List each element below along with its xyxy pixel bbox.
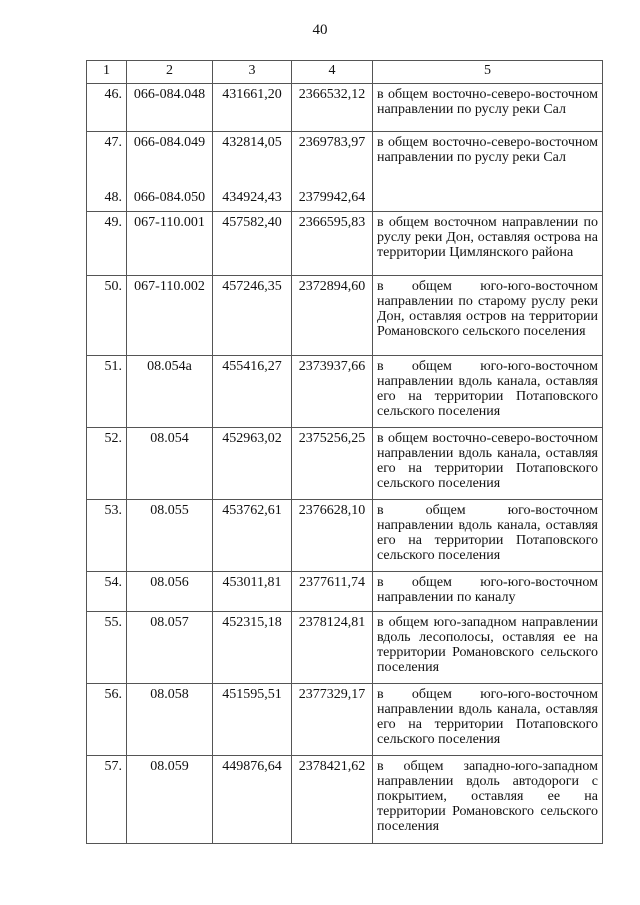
table-row — [87, 356, 603, 428]
direction-description: в общем восточно-северо-восточном направлении по руслу реки Сал — [373, 84, 603, 132]
y-coordinate: 2375256,25 — [292, 428, 373, 500]
row-number: 54. — [87, 572, 127, 612]
x-coordinate: 457246,35 — [213, 276, 292, 356]
point-id: 08.059 — [127, 756, 213, 844]
point-id: 067-110.002 — [127, 276, 213, 356]
x-coordinate-pair — [213, 132, 292, 212]
direction-description: в общем восточно-северо-восточном направлении вдоль канала, оставляя его на территории Потаповского сельского поселения — [373, 428, 603, 500]
point-id: 067-110.001 — [127, 212, 213, 276]
x-coordinate: 457582,40 — [213, 212, 292, 276]
point-id: 08.054 — [127, 428, 213, 500]
row-number-pair — [87, 132, 127, 212]
x-coordinate: 452963,02 — [213, 428, 292, 500]
point-id: 08.055 — [127, 500, 213, 572]
point-id: 08.054a — [127, 356, 213, 428]
boundary-points-table — [86, 60, 603, 844]
row-number: 57. — [87, 756, 127, 844]
row-number: 52. — [87, 428, 127, 500]
table-row — [87, 84, 603, 132]
table-row — [87, 572, 603, 612]
y-coordinate: 2379942,64 — [298, 190, 366, 205]
table-row — [87, 276, 603, 356]
x-coordinate: 431661,20 — [213, 84, 292, 132]
point-id: 08.056 — [127, 572, 213, 612]
table-row — [87, 684, 603, 756]
direction-description: в общем юго-юго-восточном направлении по старому руслу реки Дон, оставляя остров на территории Романовского сельского поселения — [373, 276, 603, 356]
point-id: 08.057 — [127, 612, 213, 684]
row-number: 47. — [104, 135, 122, 150]
direction-description: в общем восточном направлении по руслу реки Дон, оставляя острова на территории Цимлянского района — [373, 212, 603, 276]
x-coordinate: 455416,27 — [213, 356, 292, 428]
y-coordinate: 2378124,81 — [292, 612, 373, 684]
direction-description: в общем восточно-северо-восточном направлении по руслу реки Сал — [373, 132, 603, 212]
row-number: 55. — [87, 612, 127, 684]
point-id: 066-084.048 — [127, 84, 213, 132]
table-row — [87, 212, 603, 276]
y-coordinate: 2377329,17 — [292, 684, 373, 756]
row-number: 51. — [87, 356, 127, 428]
direction-description: в общем юго-юго-восточном направлении вдоль канала, оставляя его на территории Потаповского сельского поселения — [373, 356, 603, 428]
column-header-number: 1 — [87, 61, 127, 84]
y-coordinate: 2376628,10 — [292, 500, 373, 572]
row-number: 49. — [87, 212, 127, 276]
y-coordinate-pair — [292, 132, 373, 212]
direction-description: в общем юго-юго-восточном направлении по каналу — [373, 572, 603, 612]
row-number: 53. — [87, 500, 127, 572]
y-coordinate: 2366532,12 — [292, 84, 373, 132]
direction-description: в общем западно-юго-западном направлении вдоль автодороги с покрытием, оставляя ее на территории Романовского сельского поселения — [373, 756, 603, 844]
y-coordinate: 2372894,60 — [292, 276, 373, 356]
y-coordinate: 2377611,74 — [292, 572, 373, 612]
point-id: 08.058 — [127, 684, 213, 756]
table-row — [87, 756, 603, 844]
x-coordinate: 453011,81 — [213, 572, 292, 612]
table-row — [87, 428, 603, 500]
row-number: 46. — [87, 84, 127, 132]
table-header-row — [87, 61, 603, 84]
y-coordinate: 2369783,97 — [298, 135, 366, 150]
column-header-x: 3 — [213, 61, 292, 84]
table-row — [87, 612, 603, 684]
x-coordinate: 449876,64 — [213, 756, 292, 844]
y-coordinate: 2378421,62 — [292, 756, 373, 844]
direction-description: в общем юго-восточном направлении вдоль канала, оставляя его на территории Потаповского сельского поселения — [373, 500, 603, 572]
x-coordinate: 432814,05 — [222, 135, 282, 150]
page-number: 40 — [312, 22, 328, 38]
row-number: 50. — [87, 276, 127, 356]
x-coordinate: 451595,51 — [213, 684, 292, 756]
point-id: 066-084.050 — [133, 190, 206, 205]
point-id: 066-084.049 — [133, 135, 206, 150]
y-coordinate: 2366595,83 — [292, 212, 373, 276]
x-coordinate: 453762,61 — [213, 500, 292, 572]
x-coordinate: 434924,43 — [222, 190, 282, 205]
row-number: 56. — [87, 684, 127, 756]
column-header-point: 2 — [127, 61, 213, 84]
table-row — [87, 500, 603, 572]
point-id-pair — [127, 132, 213, 212]
y-coordinate: 2373937,66 — [292, 356, 373, 428]
column-header-y: 4 — [292, 61, 373, 84]
table-row-merged — [87, 132, 603, 212]
direction-description: в общем юго-западном направлении вдоль лесополосы, оставляя ее на территории Романовского сельского поселения — [373, 612, 603, 684]
row-number: 48. — [104, 190, 122, 205]
x-coordinate: 452315,18 — [213, 612, 292, 684]
direction-description: в общем юго-юго-восточном направлении вдоль канала, оставляя его на территории Потаповского сельского поселения — [373, 684, 603, 756]
column-header-description: 5 — [373, 61, 603, 84]
